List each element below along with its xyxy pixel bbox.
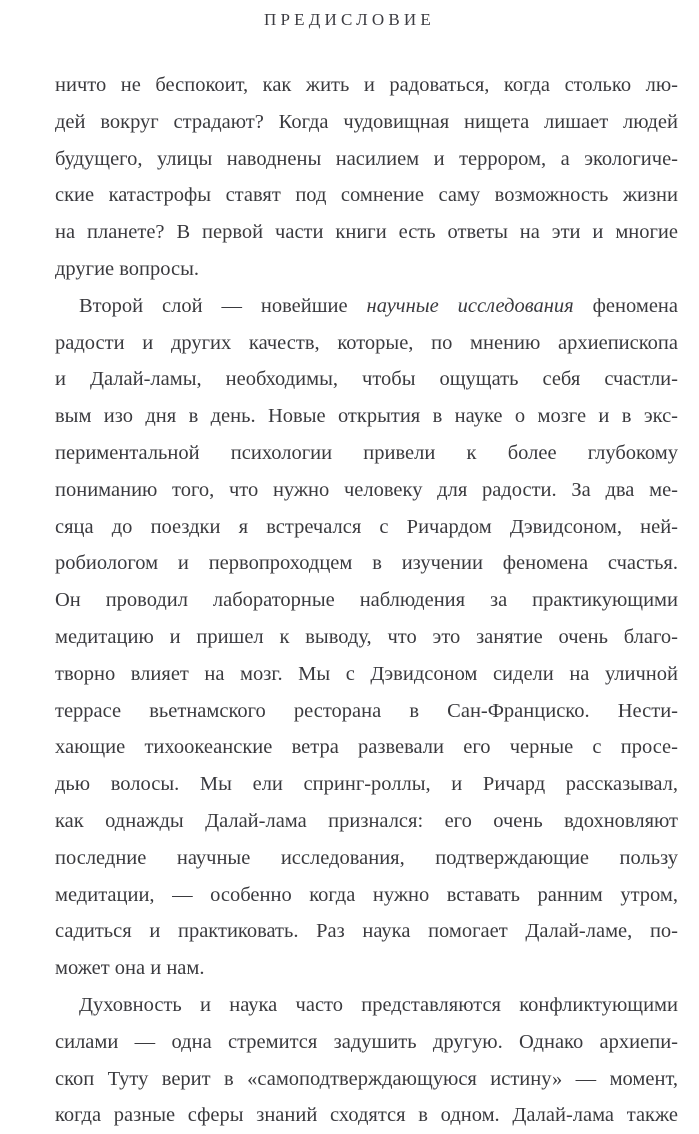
text-line: и Далай-ламы, необходимы, чтобы ощущать себя счастли- [55,368,678,391]
text-line: вым изо дня в день. Новые открытия в науке о мозге и в экс- [55,405,678,428]
text-line: сяца до поездки я встречался с Ричардом Дэвидсоном, ней- [55,515,678,538]
paragraph-3 [55,987,678,1134]
text-line: медитацию и пришел к выводу, что это занятие очень благо- [55,625,678,648]
text-line: силами — одна стремится задушить другую. Однако архиепи- [55,1030,678,1053]
text-line: дью волосы. Мы ели спринг-роллы, и Ричард рассказывал, [55,773,678,796]
italic-emphasis: научные исследования [366,294,574,317]
text-line: скоп Туту верит в «самоподтверждающуюся истину» — момент, [55,1067,678,1090]
text-line: последние научные исследования, подтверждающие пользу [55,846,678,869]
body-text [55,67,678,1134]
text-line: садиться и практиковать. Раз наука помогает Далай-ламе, по- [55,920,678,943]
text-line: Духовность и наука часто представляются конфликтующими [79,993,678,1016]
text-line-first [55,288,678,325]
text-line: когда разные сферы знаний сходятся в одном. Далай-лама также [55,1104,678,1127]
text-line: творно влияет на мозг. Мы с Дэвидсоном сидели на уличной [55,662,678,685]
text-line: ничто не беспокоит, как жить и радоваться, когда столько лю- [55,74,678,96]
text-line: пониманию того, что нужно человеку для радости. За два ме- [55,478,678,501]
running-head: ПРЕДИСЛОВИЕ [264,10,435,29]
text-run: феномена [573,294,678,317]
paragraph-2 [55,288,678,987]
text-line: радости и других качеств, которые, по мнению архиепископа [55,331,678,354]
text-line: хающие тихоокеанские ветра развевали его черные с просе- [55,736,678,759]
text-run: Второй слой — новейшие [79,294,367,317]
text-line: ские катастрофы ставят под сомнение саму возможность жизни [55,184,678,207]
text-line: дей вокруг страдают? Когда чудовищная нищета лишает людей [55,110,678,133]
text-line: будущего, улицы наводнены насилием и террором, а экологиче- [55,147,678,170]
text-line: периментальной психологии привели к более глубокому [55,441,678,464]
text-line: террасе вьетнамского ресторана в Сан-Франциско. Нести- [55,699,678,722]
text-line: робиологом и первопроходцем в изучении феномена счастья. [55,552,678,575]
text-line: другие вопросы. [55,257,200,280]
text-line: как однажды Далай-лама признался: его очень вдохновляют [55,809,678,832]
paragraph-1 [55,67,678,288]
text-line: может она и нам. [55,957,205,980]
text-line: Он проводил лабораторные наблюдения за практикующими [55,589,678,612]
text-line: медитации, — особенно когда нужно вставать ранним утром, [55,883,678,906]
text-line: на планете? В первой части книги есть ответы на эти и многие [55,221,678,244]
